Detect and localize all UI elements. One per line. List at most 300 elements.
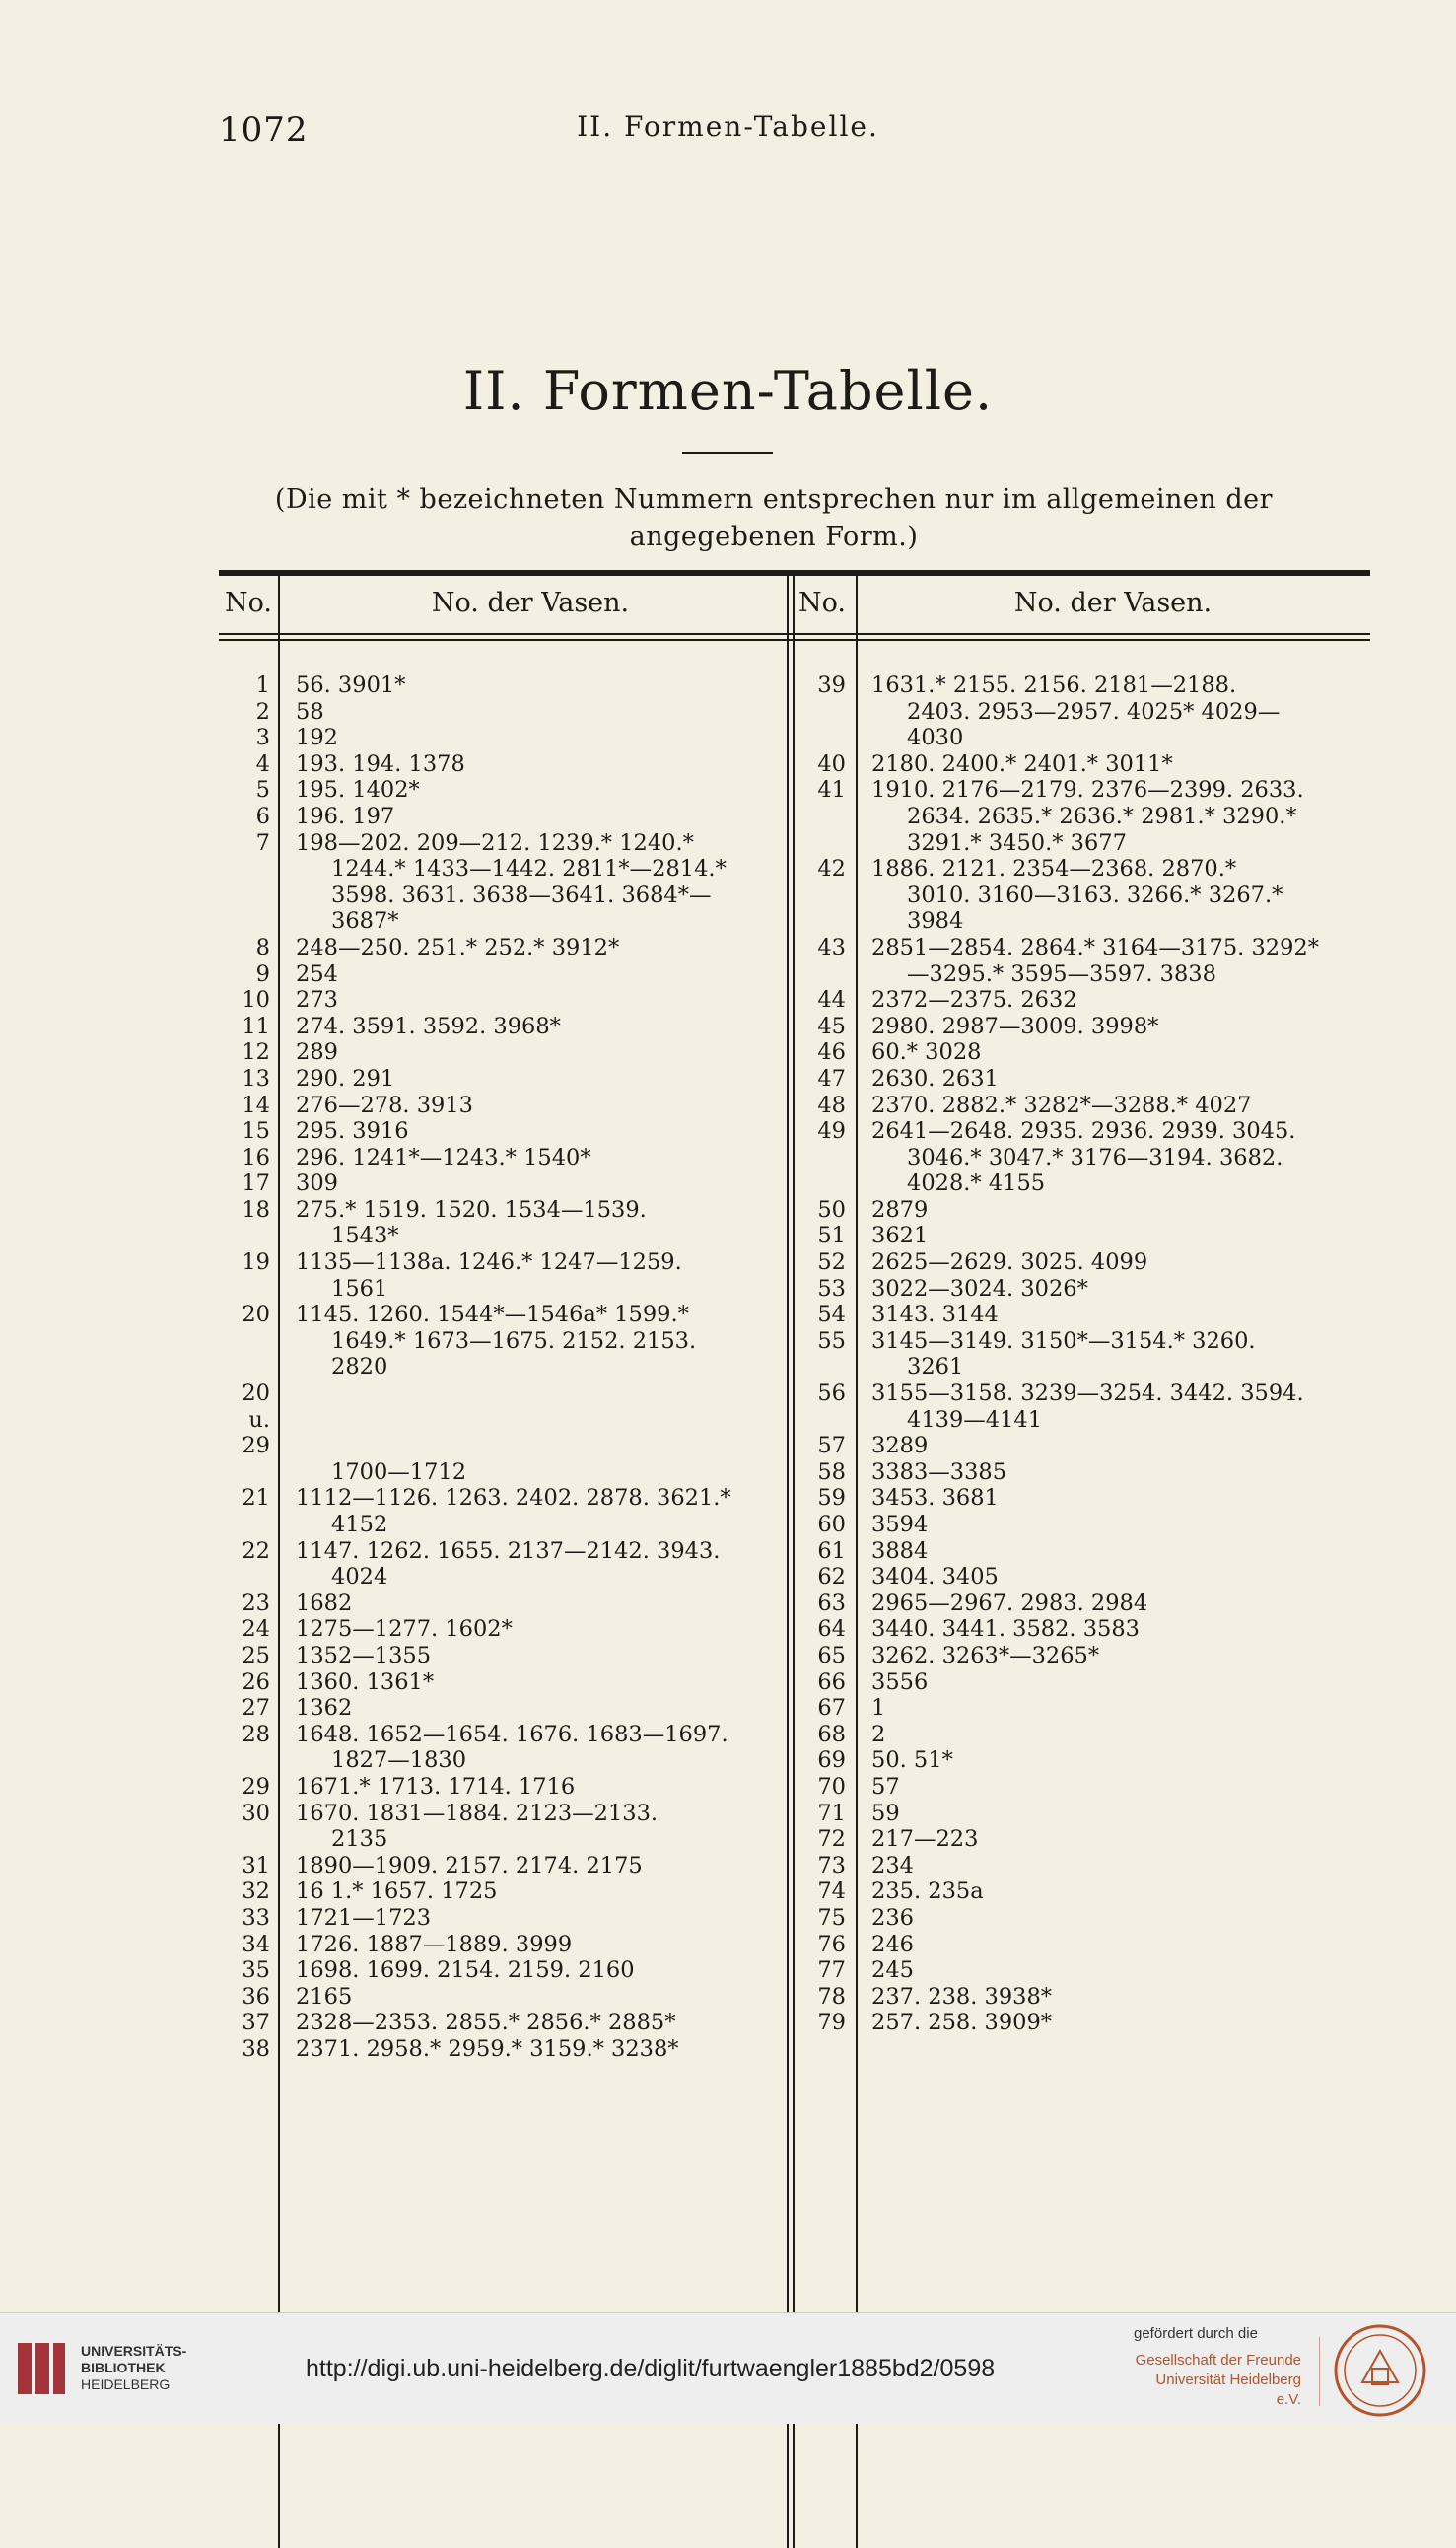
- vase-numbers: 2135: [331, 1826, 388, 1853]
- form-number: 63: [817, 1590, 846, 1616]
- vase-numbers: 275.* 1519. 1520. 1534—1539.: [296, 1196, 647, 1223]
- form-number: 20 u. 29: [242, 1380, 270, 1459]
- table-row: [795, 1249, 1370, 1276]
- form-number: 60: [817, 1512, 846, 1537]
- vase-numbers: 1631.* 2155. 2156. 2181—2188.: [871, 672, 1237, 698]
- table-row: [219, 672, 781, 699]
- table-row: [795, 1957, 1370, 1984]
- table-row: [219, 1905, 781, 1932]
- vase-numbers: 254: [296, 960, 338, 987]
- form-number: 51: [817, 1223, 846, 1249]
- vase-numbers: 16 1.* 1657. 1725: [296, 1878, 498, 1905]
- table-row: [795, 1118, 1370, 1145]
- table-row: [219, 1695, 781, 1722]
- form-number: 40: [817, 750, 846, 777]
- vase-numbers: 193. 194. 1378: [296, 750, 465, 777]
- vase-numbers: 1886. 2121. 2354—2368. 2870.*: [871, 856, 1237, 883]
- form-number: 64: [817, 1616, 846, 1643]
- form-number: 36: [242, 1983, 270, 2010]
- permalink-url[interactable]: http://digi.ub.uni-heidelberg.de/diglit/furtwaengler1885bd2/0598: [306, 2355, 996, 2382]
- form-number: 44: [817, 987, 846, 1014]
- table-row: [219, 1643, 781, 1669]
- form-number: 67: [817, 1695, 846, 1722]
- form-number: 11: [242, 1013, 270, 1039]
- form-number: 10: [242, 987, 270, 1014]
- form-number: 29: [242, 1773, 270, 1800]
- table-row: [219, 1485, 781, 1512]
- table-row: [219, 1826, 781, 1853]
- table-row: [219, 961, 781, 988]
- form-number: 24: [242, 1616, 270, 1643]
- form-number: 34: [242, 1931, 270, 1957]
- vase-numbers: 3022—3024. 3026*: [871, 1275, 1088, 1302]
- table-row: [219, 908, 781, 935]
- table-row: [795, 1774, 1370, 1801]
- table-row: [795, 1564, 1370, 1591]
- form-number: [795, 883, 858, 909]
- vase-numbers: 4030: [907, 725, 964, 751]
- form-number: 73: [817, 1852, 846, 1878]
- form-number: 13: [242, 1065, 270, 1092]
- library-name: [81, 2343, 186, 2393]
- vase-numbers: 1890—1909. 2157. 2174. 2175: [296, 1852, 643, 1878]
- form-number: [795, 961, 858, 988]
- table-row: [219, 987, 781, 1014]
- vase-numbers: 1112—1126. 1263. 2402. 2878. 3621.*: [296, 1485, 731, 1512]
- vase-numbers: 3145—3149. 3150*—3154.* 3260.: [871, 1327, 1256, 1354]
- table-row: [219, 1066, 781, 1093]
- header-vasen-left: No. der Vasen.: [431, 588, 630, 618]
- table-row: [219, 1747, 781, 1774]
- table-row: [219, 1039, 781, 1066]
- table-row: [795, 830, 1370, 857]
- table-row: [795, 1223, 1370, 1249]
- table-row: [219, 1093, 781, 1119]
- form-number: 76: [817, 1931, 846, 1957]
- form-number: 70: [817, 1773, 846, 1800]
- form-number: 15: [242, 1118, 270, 1145]
- right-column: [795, 672, 1370, 2036]
- library-logo-icon: [14, 2339, 69, 2398]
- title-rule: [682, 452, 773, 454]
- table-row: [795, 856, 1370, 883]
- table-row: [219, 1932, 781, 1958]
- vase-numbers: 296. 1241*—1243.* 1540*: [296, 1144, 591, 1170]
- form-number: [795, 804, 858, 830]
- vase-numbers: 2371. 2958.* 2959.* 3159.* 3238*: [296, 2035, 679, 2062]
- running-title: II. Formen-Tabelle.: [577, 110, 879, 143]
- running-head: [0, 110, 1456, 150]
- vase-numbers: 2965—2967. 2983. 2984: [871, 1590, 1148, 1616]
- table-row: [795, 1853, 1370, 1879]
- vase-numbers: 235. 235a: [871, 1878, 984, 1905]
- sponsor-label: gefördert durch die: [1134, 2325, 1258, 2342]
- vase-numbers: 276—278. 3913: [296, 1092, 473, 1118]
- vase-numbers: 1682: [296, 1590, 353, 1616]
- vase-numbers: 1362: [296, 1695, 353, 1722]
- form-number: 69: [817, 1747, 846, 1774]
- form-number: [795, 1407, 858, 1434]
- vase-numbers: 1360. 1361*: [296, 1668, 435, 1695]
- table-row: [219, 1774, 781, 1801]
- form-number: [219, 1276, 282, 1303]
- vase-numbers: 309: [296, 1170, 338, 1197]
- table-row: [795, 1170, 1370, 1197]
- table-row: [219, 1801, 781, 1827]
- form-number: [219, 1354, 282, 1380]
- sponsor-name-line: Gesellschaft der Freunde: [1135, 2352, 1301, 2369]
- vase-numbers: 236: [871, 1904, 914, 1931]
- page-number: 1072: [219, 110, 309, 150]
- form-number: 17: [242, 1170, 270, 1197]
- table-row: [795, 935, 1370, 961]
- form-number: 7: [255, 829, 270, 856]
- form-number: 28: [242, 1721, 270, 1747]
- vase-numbers: 1649.* 1673—1675. 2152. 2153.: [331, 1327, 697, 1354]
- vase-numbers: 3383—3385: [871, 1458, 1007, 1485]
- vase-numbers: 1726. 1887—1889. 3999: [296, 1931, 573, 1957]
- vase-numbers: 1145. 1260. 1544*—1546a* 1599.*: [296, 1302, 689, 1328]
- footer-bar: [0, 2312, 1456, 2424]
- table-row: [219, 1276, 781, 1303]
- table-row: [795, 1197, 1370, 1224]
- table-row: [219, 751, 781, 778]
- form-number: 41: [817, 777, 846, 804]
- form-number: 55: [817, 1327, 846, 1354]
- form-number: [219, 1328, 282, 1355]
- vase-numbers: 3291.* 3450.* 3677: [907, 829, 1127, 856]
- form-number: 47: [817, 1065, 846, 1092]
- form-number: 49: [817, 1118, 846, 1145]
- note: (Die mit * bezeichneten Nummern entsprechen nur im allgemeinen der angegebenen Form.): [274, 484, 1274, 552]
- vase-numbers: 3984: [907, 908, 964, 935]
- table-row: [219, 1223, 781, 1249]
- vase-numbers: 3598. 3631. 3638—3641. 3684*—: [331, 882, 712, 908]
- vase-numbers: 1147. 1262. 1655. 2137—2142. 3943.: [296, 1537, 721, 1564]
- library-name-line: HEIDELBERG: [81, 2376, 171, 2392]
- vase-numbers: 257. 258. 3909*: [871, 2010, 1053, 2036]
- header-no-right: No.: [798, 588, 846, 618]
- left-column: [219, 672, 781, 2062]
- vase-numbers: 3594: [871, 1512, 929, 1537]
- form-number: 79: [817, 2010, 846, 2036]
- table-row: [219, 1878, 781, 1905]
- form-number: 14: [242, 1092, 270, 1118]
- form-number: [795, 908, 858, 935]
- sponsor-name-line: Universität Heidelberg e.V.: [1155, 2371, 1301, 2408]
- table-row: [219, 1669, 781, 1696]
- form-number: 8: [255, 934, 270, 960]
- table-row: [795, 777, 1370, 804]
- table-row: [795, 1616, 1370, 1643]
- vase-numbers: 1: [871, 1695, 886, 1722]
- vase-numbers: 2641—2648. 2935. 2936. 2939. 3045.: [871, 1118, 1296, 1145]
- vase-numbers: 3404. 3405: [871, 1564, 999, 1591]
- vase-numbers: 234: [871, 1852, 914, 1878]
- table-row: [219, 1722, 781, 1748]
- form-number: 3: [255, 725, 270, 751]
- vase-numbers: 56. 3901*: [296, 672, 406, 698]
- form-number: 45: [817, 1013, 846, 1039]
- table-row: [795, 1093, 1370, 1119]
- form-number: [219, 1747, 282, 1774]
- table-row: [219, 935, 781, 961]
- vase-numbers: 3046.* 3047.* 3176—3194. 3682.: [907, 1144, 1283, 1170]
- table-row: [219, 1957, 781, 1984]
- vase-numbers: 2403. 2953—2957. 4025* 4029—: [907, 698, 1281, 725]
- table-row: [795, 1722, 1370, 1748]
- form-number: 31: [242, 1852, 270, 1878]
- form-number: 46: [817, 1039, 846, 1066]
- vase-numbers: 1648. 1652—1654. 1676. 1683—1697.: [296, 1721, 728, 1747]
- form-number: [219, 1564, 282, 1591]
- table-row: [795, 908, 1370, 935]
- sponsor-name: [1134, 2351, 1301, 2410]
- table-row: [795, 725, 1370, 751]
- form-number: 50: [817, 1196, 846, 1223]
- form-number: [219, 1223, 282, 1249]
- vase-numbers: 195. 1402*: [296, 777, 420, 804]
- table-row: [219, 1014, 781, 1040]
- form-number: [219, 883, 282, 909]
- form-number: 65: [817, 1642, 846, 1668]
- table-row: [795, 1591, 1370, 1617]
- vase-numbers: 290. 291: [296, 1065, 395, 1092]
- table-row: [795, 2010, 1370, 2036]
- table-row: [795, 804, 1370, 830]
- form-number: 21: [242, 1485, 270, 1512]
- vase-numbers: 1352—1355: [296, 1642, 432, 1668]
- vase-numbers: 1135—1138a. 1246.* 1247—1259.: [296, 1249, 682, 1276]
- vase-numbers: 3556: [871, 1668, 929, 1695]
- vase-numbers: 246: [871, 1931, 914, 1957]
- vase-numbers: 3155—3158. 3239—3254. 3442. 3594.: [871, 1380, 1304, 1407]
- form-number: [795, 1145, 858, 1171]
- table-row: [219, 1354, 781, 1380]
- vase-numbers: 1827—1830: [331, 1747, 467, 1774]
- form-number: 2: [255, 698, 270, 725]
- vase-numbers: 3262. 3263*—3265*: [871, 1642, 1100, 1668]
- form-number: [795, 699, 858, 726]
- header-no-left: No.: [225, 588, 272, 618]
- vase-numbers: 59: [871, 1800, 900, 1826]
- vase-numbers: —3295.* 3595—3597. 3838: [907, 960, 1216, 987]
- table-row: [795, 1932, 1370, 1958]
- form-number: 78: [817, 1983, 846, 2010]
- table-row: [795, 1039, 1370, 1066]
- form-number: 53: [817, 1275, 846, 1302]
- vase-numbers: 217—223: [871, 1826, 979, 1853]
- vase-numbers: 3453. 3681: [871, 1485, 999, 1512]
- library-name-line: UNIVERSITÄTS-: [81, 2343, 187, 2359]
- form-number: 37: [242, 2010, 270, 2036]
- vase-numbers: 1721—1723: [296, 1904, 432, 1931]
- form-number: [795, 1170, 858, 1197]
- table-row: [795, 699, 1370, 726]
- table-row: [795, 1485, 1370, 1512]
- form-number: 6: [255, 803, 270, 829]
- form-number: 59: [817, 1485, 846, 1512]
- vase-numbers: 1698. 1699. 2154. 2159. 2160: [296, 1957, 635, 1984]
- table-row: [795, 1066, 1370, 1093]
- form-number: 19: [242, 1249, 270, 1276]
- table-row: [795, 1801, 1370, 1827]
- vase-numbers: 3143. 3144: [871, 1302, 999, 1328]
- vase-numbers: 4024: [331, 1564, 388, 1591]
- library-name-line: BIBLIOTHEK: [81, 2360, 166, 2375]
- table-row: [219, 1380, 781, 1459]
- header-vasen-right: No. der Vasen.: [1013, 588, 1213, 618]
- table-row: [795, 1145, 1370, 1171]
- vase-numbers: 2: [871, 1721, 886, 1747]
- table-row: [219, 777, 781, 804]
- vase-numbers: 3261: [907, 1354, 964, 1380]
- vase-numbers: 248—250. 251.* 252.* 3912*: [296, 934, 620, 960]
- form-number: 56: [817, 1380, 846, 1407]
- column-divider: [787, 576, 789, 2548]
- form-number: 43: [817, 934, 846, 960]
- form-number: 68: [817, 1721, 846, 1747]
- table-row: [795, 1014, 1370, 1040]
- table-row: [795, 672, 1370, 699]
- vase-numbers: 245: [871, 1957, 914, 1984]
- table-row: [795, 1512, 1370, 1538]
- table-row: [219, 2036, 781, 2063]
- table-row: [795, 1328, 1370, 1355]
- form-number: 20: [242, 1302, 270, 1328]
- vase-numbers: 3621: [871, 1223, 929, 1249]
- table-row: [795, 1669, 1370, 1696]
- vase-numbers: 1561: [331, 1275, 388, 1302]
- form-number: 25: [242, 1642, 270, 1668]
- form-number: [795, 830, 858, 857]
- vase-numbers: 237. 238. 3938*: [871, 1983, 1053, 2010]
- form-number: 42: [817, 856, 846, 883]
- table-row: [795, 1878, 1370, 1905]
- vase-numbers: 1700—1712: [331, 1458, 467, 1485]
- form-number: [219, 1459, 282, 1486]
- table-row: [219, 856, 781, 883]
- table-row: [219, 1512, 781, 1538]
- form-number: 52: [817, 1249, 846, 1276]
- vase-numbers: 3884: [871, 1537, 929, 1564]
- form-number: 16: [242, 1144, 270, 1170]
- vase-numbers: [282, 1380, 296, 1459]
- table-row: [795, 1276, 1370, 1303]
- vase-numbers: 295. 3916: [296, 1118, 409, 1145]
- vase-numbers: 2328—2353. 2855.* 2856.* 2885*: [296, 2010, 676, 2036]
- form-number: [219, 908, 282, 935]
- vase-numbers: 4139—4141: [907, 1406, 1043, 1433]
- vase-numbers: 274. 3591. 3592. 3968*: [296, 1013, 561, 1039]
- table-row: [219, 1538, 781, 1565]
- table-row: [795, 751, 1370, 778]
- table-row: [219, 1197, 781, 1224]
- table-row: [219, 2010, 781, 2036]
- table-row: [219, 699, 781, 726]
- table-row: [219, 1591, 781, 1617]
- vase-numbers: 2980. 2987—3009. 3998*: [871, 1013, 1159, 1039]
- vase-numbers: 58: [296, 698, 324, 725]
- table-row: [219, 1564, 781, 1591]
- vase-numbers: 50. 51*: [871, 1747, 953, 1774]
- vase-numbers: 273: [296, 987, 338, 1014]
- vase-numbers: 2625—2629. 3025. 4099: [871, 1249, 1148, 1276]
- vase-numbers: 2372—2375. 2632: [871, 987, 1077, 1014]
- vase-numbers: 2370. 2882.* 3282*—3288.* 4027: [871, 1092, 1252, 1118]
- form-number: 18: [242, 1196, 270, 1223]
- table-row: [219, 883, 781, 909]
- table-row: [219, 1984, 781, 2011]
- form-number: 38: [242, 2035, 270, 2062]
- table-row: [219, 804, 781, 830]
- table-row: [795, 1302, 1370, 1328]
- form-number: 32: [242, 1878, 270, 1905]
- table-row: [795, 1538, 1370, 1565]
- form-number: 12: [242, 1039, 270, 1066]
- form-number: [219, 1826, 282, 1853]
- table-row: [795, 1433, 1370, 1459]
- form-number: 26: [242, 1668, 270, 1695]
- table-row: [795, 1905, 1370, 1932]
- form-number: 74: [817, 1878, 846, 1905]
- form-number: 5: [255, 777, 270, 804]
- table-row: [219, 1118, 781, 1145]
- vase-numbers: 198—202. 209—212. 1239.* 1240.*: [296, 829, 694, 856]
- university-seal-icon: [1333, 2323, 1427, 2418]
- form-number: 1: [255, 672, 270, 698]
- vase-numbers: 1244.* 1433—1442. 2811*—2814.*: [331, 856, 727, 883]
- form-number: 39: [817, 672, 846, 698]
- form-number: 9: [255, 960, 270, 987]
- table-row: [795, 1407, 1370, 1434]
- vase-numbers: 289: [296, 1039, 338, 1066]
- table-row: [795, 1747, 1370, 1774]
- vase-numbers: 3687*: [331, 908, 399, 935]
- form-number: 4: [255, 750, 270, 777]
- vase-numbers: 2180. 2400.* 2401.* 3011*: [871, 750, 1173, 777]
- vase-numbers: 196. 197: [296, 803, 395, 829]
- vase-numbers: 2879: [871, 1196, 929, 1223]
- table-row: [795, 1459, 1370, 1486]
- table-row: [219, 1170, 781, 1197]
- vase-numbers: 192: [296, 725, 338, 751]
- form-number: 75: [817, 1904, 846, 1931]
- table-row: [795, 883, 1370, 909]
- form-number: 61: [817, 1537, 846, 1564]
- vase-numbers: 2634. 2635.* 2636.* 2981.* 3290.*: [907, 803, 1297, 829]
- form-number: 77: [817, 1957, 846, 1984]
- form-number: 30: [242, 1800, 270, 1826]
- table-row: [795, 1354, 1370, 1380]
- table-row: [219, 1302, 781, 1328]
- form-number: [219, 856, 282, 883]
- vase-numbers: 1671.* 1713. 1714. 1716: [296, 1773, 576, 1800]
- table-row: [795, 1984, 1370, 2011]
- form-number: 22: [242, 1537, 270, 1564]
- form-number: [219, 1512, 282, 1538]
- form-number: [795, 725, 858, 751]
- table-row: [219, 1616, 781, 1643]
- form-number: 27: [242, 1695, 270, 1722]
- table-row: [795, 961, 1370, 988]
- form-number: [795, 1354, 858, 1380]
- vase-numbers: 1275—1277. 1602*: [296, 1616, 513, 1643]
- form-number: 72: [817, 1826, 846, 1853]
- vase-numbers: 57: [871, 1773, 900, 1800]
- vase-numbers: 2165: [296, 1983, 353, 2010]
- form-number: 58: [817, 1458, 846, 1485]
